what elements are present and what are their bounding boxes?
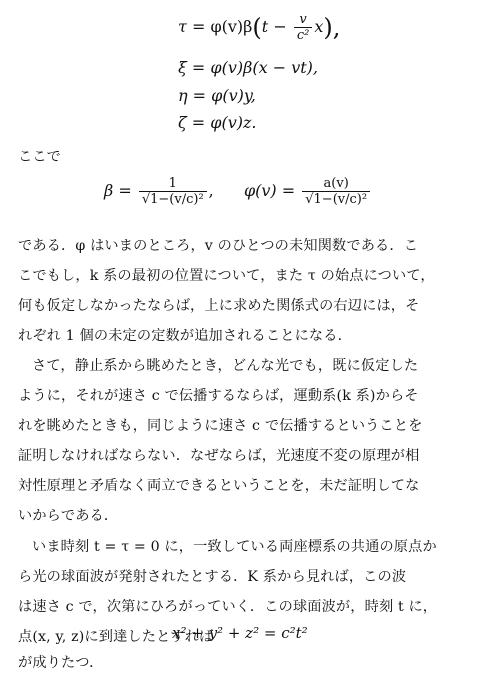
- paragraph-3: いま時刻 t = τ = 0 に，一致している両座標系の共通の原点か ら光の球面波が発射されたとする．K 系から見れば，この波 は速さ c で，次第にひろがっていく．この球面波が，時刻 t に， 点(x, y, z)に到達したとすれば: [18, 539, 438, 646]
- equation-zeta: ζ = φ(v)z.: [178, 113, 257, 132]
- equation-sphere: x² + y² + z² = c²t²: [172, 624, 308, 642]
- equation-beta-phi: β = $\frac{1}{\text{√1−(v/c)²}}$ , φ(v) = $\frac{a(v)}{\text{√1−(v/c)²}}$: [104, 176, 372, 207]
- v-over-c2-fraction: [294, 12, 313, 43]
- close-paren: ),: [323, 13, 341, 42]
- phi-fraction: $\frac{a(v)}{\text{√1−(v/c)²}}$: [302, 176, 370, 207]
- paragraph-1: である．φ はいまのところ，v のひとつの未知関数である．こ こでもし，k 系の最初の位置について，また τ の始点について， 何も仮定しなかったならば，上に求めた関係式の右辺には，そ れぞれ 1 個の未定の定数が追加されることになる．: [18, 238, 435, 345]
- fraction-denominator: c²: [294, 27, 313, 43]
- tau-symbol: τ: [178, 17, 187, 36]
- equation-tau: [178, 12, 340, 43]
- beta-fraction: $\frac{1}{\text{√1−(v/c)²}}$: [139, 176, 207, 207]
- open-paren: (: [252, 13, 262, 42]
- tau-rhs-t: t −: [261, 17, 287, 36]
- fraction-numerator: v: [299, 12, 307, 27]
- beta-lhs: β =: [104, 181, 132, 200]
- closing-text: が成りたつ．: [18, 655, 104, 671]
- paragraph-2: さて，静止系から眺めたとき，どんな光でも，既に仮定した ように，それが速さ c で伝播するならば，運動系(k 系)からそ れを眺めたときも，同じように速さ c で伝播するということを 証明しなければならない．なぜならば，光速度不変の原理が相 対性原理と矛盾なく両立できるということを，未だ証明してな いからである．: [18, 358, 423, 525]
- equation-eta: η = φ(v)y,: [178, 86, 256, 105]
- phi-lhs: φ(v) =: [243, 181, 296, 200]
- equation-xi: ξ = φ(v)β(x − vt),: [178, 58, 319, 77]
- koko-de-text: ここで: [18, 149, 62, 165]
- tau-rhs-x: x: [314, 17, 324, 36]
- tau-rhs-prefix: = φ(v)β: [191, 17, 253, 36]
